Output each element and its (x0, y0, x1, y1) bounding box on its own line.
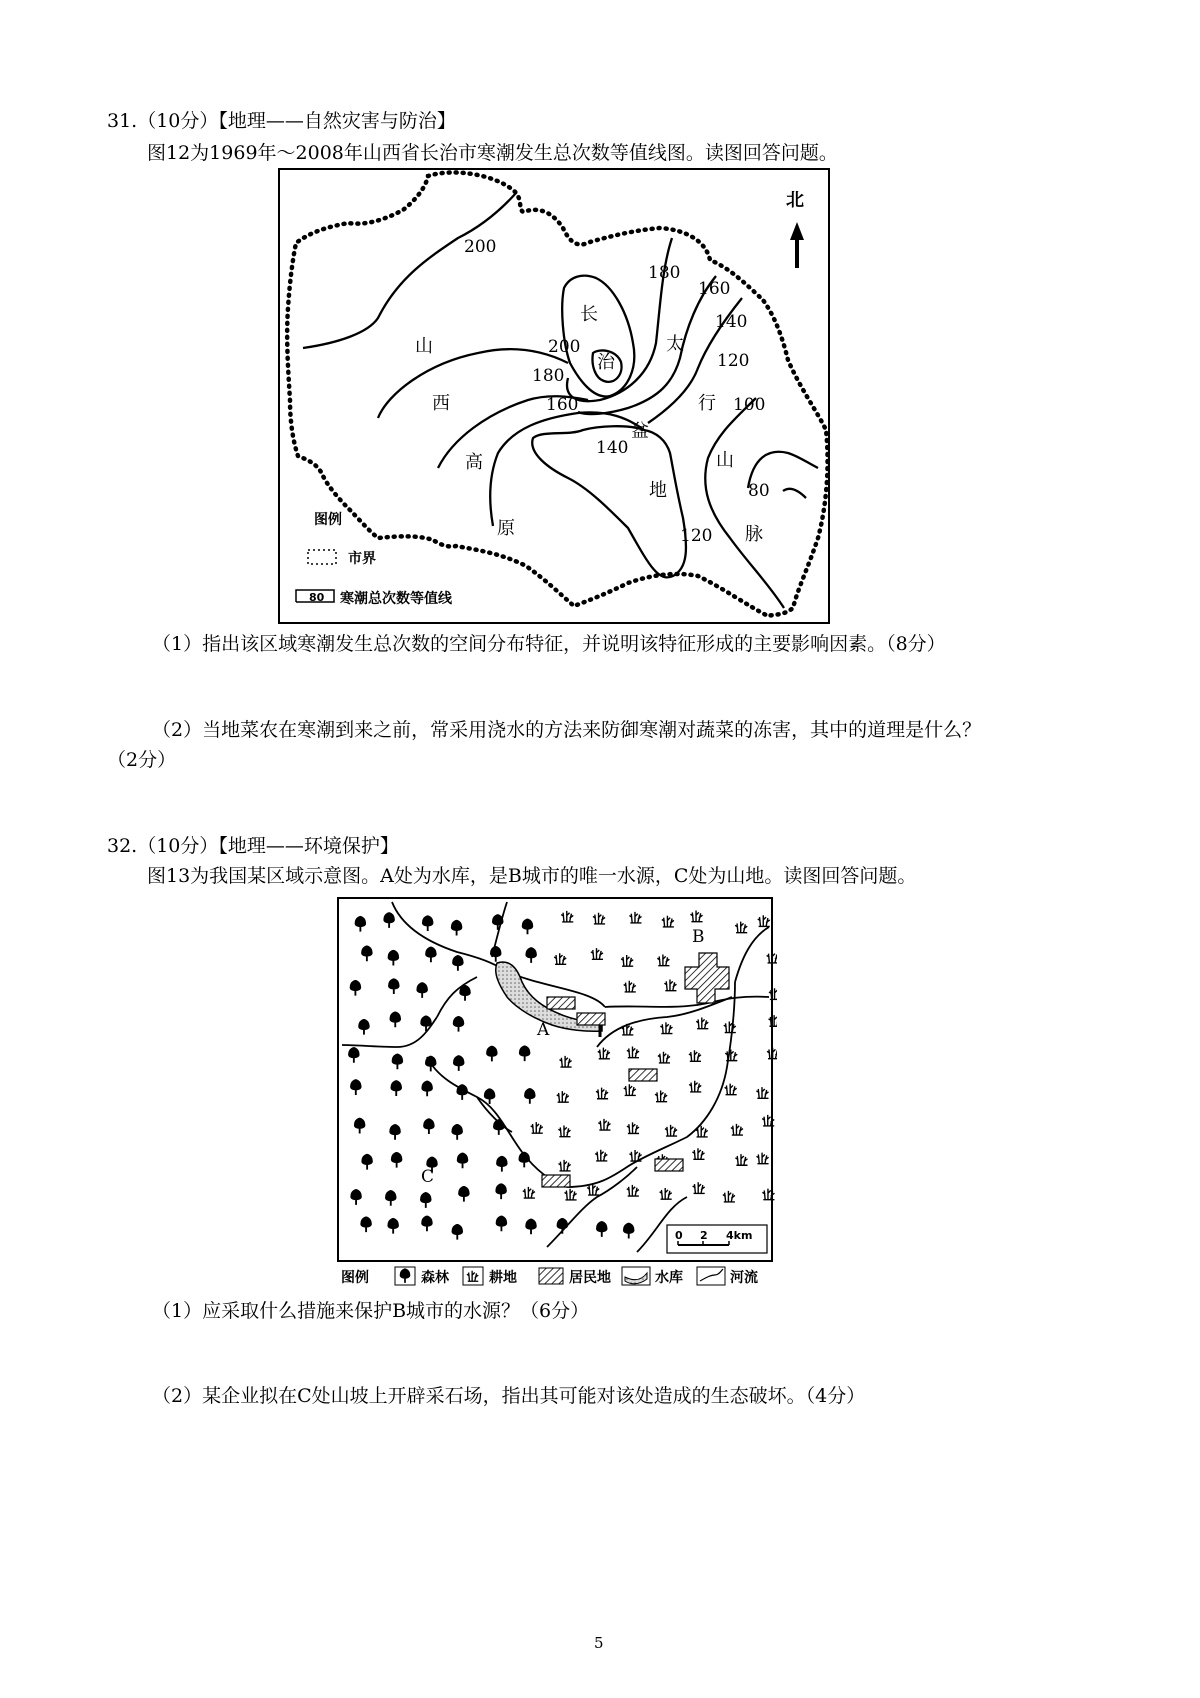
q31-heading: 31.（10分）【地理——自然灾害与防治】 (107, 110, 456, 132)
region-char: 盆 (631, 421, 649, 442)
q32-sub2: （2）某企业拟在C处山坡上开辟采石场，指出其可能对该处造成的生态破坏。（4分） (152, 1385, 866, 1407)
legend-isoline: 寒潮总次数等值线 (340, 591, 452, 607)
figure-12-cold-wave-isoline-map (278, 168, 830, 624)
scale-tick: 0 (675, 1229, 683, 1242)
contour-value: 160 (546, 395, 579, 415)
residential (629, 1069, 657, 1081)
q32-intro: 图13为我国某区域示意图。A处为水库，是B城市的唯一水源，C处为山地。读图回答问题。 (147, 865, 917, 887)
legend-title: 图例 (341, 1270, 369, 1286)
q31-sub1: （1）指出该区域寒潮发生总次数的空间分布特征，并说明该特征形成的主要影响因素。（8分） (152, 633, 946, 655)
region-char: 长 (580, 304, 598, 325)
page-number: 5 (594, 1634, 604, 1652)
scale-tick: 2 (700, 1229, 708, 1242)
residential (655, 1159, 683, 1171)
region-char: 治 (597, 352, 615, 373)
legend-river: 河流 (730, 1270, 758, 1286)
region-char: 山 (415, 336, 433, 357)
q32-heading: 32.（10分）【地理——环境保护】 (107, 835, 399, 857)
legend-title: 图例 (314, 512, 342, 528)
contour-value: 160 (698, 279, 731, 299)
contour-value: 80 (748, 481, 770, 501)
legend-reservoir: 水库 (655, 1270, 683, 1286)
residential (577, 1013, 605, 1025)
contour-value: 140 (596, 438, 629, 458)
contour-value: 180 (648, 263, 681, 283)
north-label: 北 (786, 190, 804, 211)
scale-bar (667, 1225, 767, 1253)
legend-farmland: 耕地 (489, 1270, 517, 1286)
q31-sub2-line1: （2）当地菜农在寒潮到来之前，常采用浇水的方法来防御寒潮对蔬菜的冻害，其中的道理是什么？ (152, 719, 982, 741)
region-char: 地 (649, 480, 667, 501)
contour-value: 120 (717, 351, 750, 371)
legend-forest: 森林 (421, 1270, 449, 1286)
region-char: 西 (432, 393, 450, 414)
region-char: 山 (716, 450, 734, 471)
region-char: 行 (698, 393, 716, 414)
contour-value: 200 (548, 337, 581, 357)
label-c: C (421, 1167, 435, 1187)
contour-value: 180 (532, 366, 565, 386)
legend-residential: 居民地 (569, 1270, 611, 1286)
legend-boundary: 市界 (348, 551, 376, 567)
residential (547, 997, 575, 1009)
region-char: 太 (666, 334, 684, 355)
contour-value: 140 (715, 312, 748, 332)
q31-intro: 图12为1969年～2008年山西省长治市寒潮发生总次数等值线图。读图回答问题。 (147, 142, 838, 164)
label-b: B (692, 927, 705, 947)
map-legend (341, 1267, 758, 1286)
scale-tick: 4km (726, 1229, 753, 1242)
figure-13-region-map (337, 897, 777, 1290)
legend-isoline-sample: 80 (309, 591, 325, 604)
contour-value: 120 (680, 526, 713, 546)
contour-value: 100 (733, 395, 766, 415)
region-char: 脉 (745, 524, 763, 545)
region-char: 原 (497, 518, 515, 539)
contour-value: 200 (464, 237, 497, 257)
q31-sub2-line2: （2分） (107, 749, 177, 771)
residential (542, 1175, 570, 1187)
q32-sub1: （1）应采取什么措施来保护B城市的水源？（6分） (152, 1300, 590, 1322)
label-a: A (537, 1020, 550, 1040)
region-char: 高 (465, 452, 483, 473)
